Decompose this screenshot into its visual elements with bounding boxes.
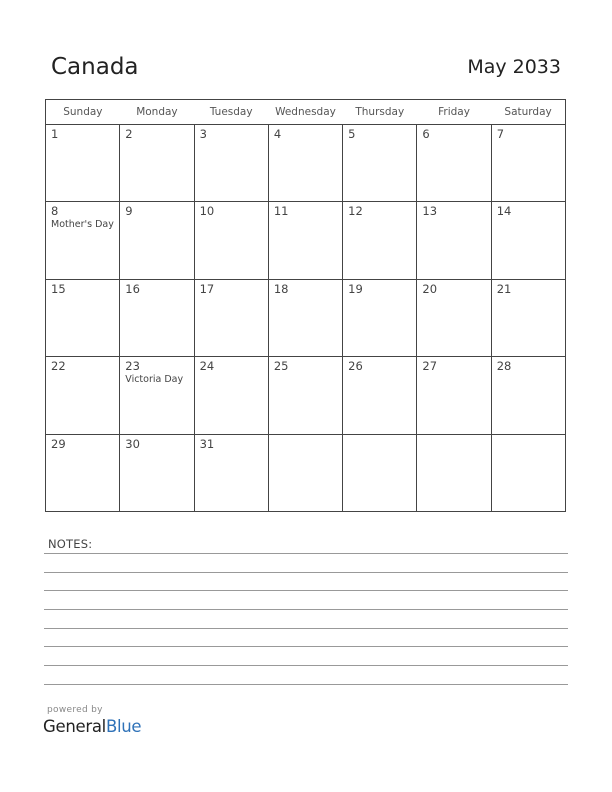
day-number: 26 bbox=[348, 359, 363, 374]
day-cell bbox=[417, 279, 491, 356]
notes-line bbox=[44, 684, 568, 685]
notes-line bbox=[44, 572, 568, 573]
day-cell bbox=[194, 125, 268, 202]
weekday-header: Tuesday bbox=[194, 100, 268, 125]
day-cell bbox=[194, 279, 268, 356]
day-number: 15 bbox=[51, 281, 66, 296]
weekday-header: Wednesday bbox=[268, 100, 342, 125]
day-number: 29 bbox=[51, 436, 66, 451]
weekday-header: Friday bbox=[417, 100, 491, 125]
day-number: 2 bbox=[125, 127, 133, 141]
brand-general: General bbox=[43, 717, 106, 736]
day-cell bbox=[343, 434, 417, 511]
day-cell bbox=[491, 125, 565, 202]
day-cell bbox=[194, 357, 268, 434]
day-number: 4 bbox=[273, 127, 282, 141]
notes-line bbox=[44, 665, 568, 666]
day-cell bbox=[417, 357, 491, 434]
holiday-label: Mother's Day bbox=[51, 219, 114, 231]
day-number: 13 bbox=[422, 204, 438, 219]
week-row bbox=[46, 357, 566, 434]
day-number: 16 bbox=[125, 281, 140, 296]
day-number: 9 bbox=[125, 204, 133, 219]
day-number: 5 bbox=[348, 127, 356, 141]
country-title: Canada bbox=[51, 54, 139, 80]
day-cell bbox=[268, 279, 342, 356]
day-number: 8 bbox=[51, 204, 59, 219]
day-cell bbox=[491, 202, 565, 279]
weekday-header: Thursday bbox=[343, 100, 417, 125]
day-cell bbox=[268, 202, 342, 279]
day-number: 23 bbox=[125, 359, 140, 374]
notes-line bbox=[44, 646, 568, 647]
day-number: 17 bbox=[199, 281, 215, 296]
day-cell bbox=[268, 357, 342, 434]
day-number: 3 bbox=[199, 127, 207, 141]
day-cell bbox=[46, 434, 120, 511]
week-row bbox=[46, 279, 566, 356]
day-cell bbox=[417, 434, 491, 511]
day-cell bbox=[417, 125, 491, 202]
day-number: 30 bbox=[125, 436, 140, 451]
day-cell bbox=[343, 357, 417, 434]
day-cell bbox=[120, 125, 194, 202]
day-cell bbox=[120, 434, 194, 511]
week-row bbox=[46, 202, 566, 279]
day-number: 27 bbox=[422, 359, 438, 374]
day-cell bbox=[417, 202, 491, 279]
powered-by-text: powered by bbox=[47, 705, 103, 715]
day-cell bbox=[491, 434, 565, 511]
day-number: 25 bbox=[273, 359, 289, 374]
day-cell bbox=[120, 279, 194, 356]
day-number: 18 bbox=[273, 281, 289, 296]
day-cell bbox=[194, 202, 268, 279]
holiday-label: Victoria Day bbox=[125, 374, 184, 386]
day-cell bbox=[46, 202, 120, 279]
weekday-header-row bbox=[46, 100, 566, 125]
day-cell bbox=[194, 434, 268, 511]
day-number: 11 bbox=[273, 204, 289, 219]
day-number: 19 bbox=[348, 281, 363, 296]
generalblue-logo bbox=[43, 717, 141, 736]
notes-line bbox=[44, 628, 568, 629]
notes-line bbox=[44, 609, 568, 610]
day-number: 7 bbox=[496, 127, 505, 141]
day-number: 6 bbox=[422, 127, 430, 141]
day-cell bbox=[120, 202, 194, 279]
calendar-grid bbox=[45, 99, 566, 512]
day-number: 22 bbox=[51, 359, 66, 374]
day-cell bbox=[268, 125, 342, 202]
day-number: 31 bbox=[199, 436, 215, 451]
day-number: 21 bbox=[496, 281, 512, 296]
weekday-header: Monday bbox=[120, 100, 194, 125]
day-cell bbox=[120, 357, 194, 434]
day-cell bbox=[491, 357, 565, 434]
day-cell bbox=[268, 434, 342, 511]
day-number: 10 bbox=[199, 204, 215, 219]
week-row bbox=[46, 434, 566, 511]
day-cell bbox=[46, 125, 120, 202]
weekday-header: Sunday bbox=[46, 100, 120, 125]
day-cell bbox=[343, 279, 417, 356]
day-number: 1 bbox=[51, 127, 59, 141]
day-cell bbox=[46, 279, 120, 356]
notes-label: NOTES: bbox=[48, 537, 93, 551]
day-number: 12 bbox=[348, 204, 363, 219]
day-cell bbox=[343, 202, 417, 279]
weekday-header: Saturday bbox=[491, 100, 565, 125]
day-cell bbox=[343, 125, 417, 202]
day-cell bbox=[46, 357, 120, 434]
brand-blue: Blue bbox=[105, 717, 142, 736]
day-number: 14 bbox=[496, 204, 512, 219]
week-row bbox=[46, 125, 566, 202]
day-cell bbox=[491, 279, 565, 356]
day-number: 28 bbox=[496, 359, 512, 374]
day-number: 20 bbox=[422, 281, 438, 296]
notes-line bbox=[44, 590, 568, 591]
notes-line bbox=[44, 553, 568, 554]
day-number: 24 bbox=[199, 359, 215, 374]
month-year-title: May 2033 bbox=[467, 56, 561, 78]
